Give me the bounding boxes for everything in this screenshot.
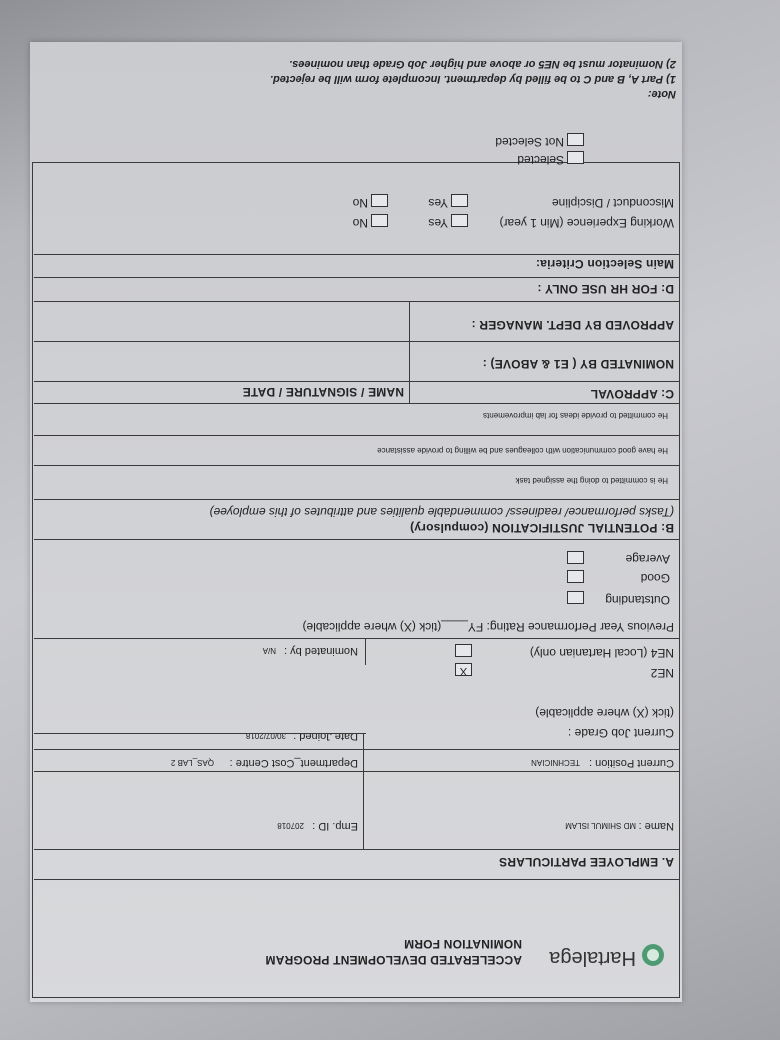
- misconduct-no-label: No: [352, 196, 368, 210]
- note-title: Note:: [647, 88, 676, 100]
- department-value: QAS_LAB 2: [170, 758, 214, 767]
- program-title: ACCELERATED DEVELOPMENT PROGRAM: [265, 953, 522, 967]
- grade-option-ne4: NE4 (Local Hartanian only): [529, 646, 674, 660]
- position-value: TECHNICIAN: [531, 758, 580, 767]
- position-label: Current Position :: [589, 757, 674, 769]
- nominated-by-value: N/A: [262, 646, 276, 655]
- department-label: Department_Cost Centre :: [229, 757, 358, 769]
- nominated-by-row: NOMINATED BY ( E1 & ABOVE) :: [482, 357, 674, 371]
- note-2: 2) Nominator must be NE5 or above and higher Job Grade than nominees.: [289, 58, 676, 70]
- experience-yes-label: Yes: [428, 216, 448, 230]
- criteria-misconduct: Misconduct / Discipline: [551, 196, 674, 210]
- emp-id-label: Emp. ID :: [312, 820, 358, 832]
- nominated-by-label: Nominated by :: [284, 645, 358, 657]
- criteria-working-experience: Working Experience (Min 1 year): [499, 216, 674, 230]
- note-1: 1) Part A, B and C to be filled by department. Incomplete form will be rejected.: [269, 73, 676, 85]
- name-value: MD SHIMUL ISLAM: [565, 821, 636, 830]
- misconduct-yes-label: Yes: [428, 196, 448, 210]
- experience-yes-checkbox[interactable]: [451, 214, 468, 227]
- experience-no-label: No: [352, 216, 368, 230]
- date-joined-value: 30/07/2018: [245, 731, 286, 740]
- section-d-title: D: FOR HR USE ONLY :: [537, 282, 674, 296]
- perf-option-good: Good: [640, 571, 670, 585]
- section-b-title: B: POTENTIAL JUSTIFICATION (compulsory): [409, 521, 674, 535]
- grade-ne2-mark: X: [459, 665, 468, 677]
- job-grade-label: Current Job Grade :: [567, 726, 674, 740]
- approved-by-row: APPROVED BY DEPT. MANAGER :: [471, 318, 674, 332]
- selected-checkbox[interactable]: [567, 151, 584, 164]
- emp-id-value: 207018: [277, 821, 304, 830]
- approval-column-header: NAME / SIGNATURE / DATE: [242, 385, 404, 399]
- justification-line-3: He committed to provide ideas for lab improvements: [483, 411, 668, 420]
- section-b-subtitle: (Tasks performance/ readiness/ commendable qualities and attributes of this employee): [209, 505, 674, 519]
- selected-label: Selected: [517, 153, 564, 167]
- date-joined-label: Date Joined :: [293, 730, 358, 742]
- form-title: NOMINATION FORM: [403, 937, 522, 951]
- section-c-title: C: APPROVAL: [590, 387, 674, 401]
- perf-option-outstanding: Outstanding: [605, 593, 670, 607]
- good-checkbox[interactable]: [567, 570, 584, 583]
- justification-line-2: He have good communication with colleagues and be willing to provide assistance: [377, 446, 668, 455]
- grade-option-ne2: NE2: [650, 666, 674, 680]
- perf-option-average: Average: [625, 552, 670, 566]
- not-selected-checkbox[interactable]: [567, 133, 584, 146]
- paper-sheet: [30, 42, 682, 1002]
- selection-criteria-title: Main Selection Criteria:: [535, 257, 674, 271]
- performance-rating-label: Previous Year Performance Rating: FY____(tick (X) where applicable): [302, 620, 674, 634]
- outstanding-checkbox[interactable]: [567, 591, 584, 604]
- job-grade-hint: (tick (X) where applicable): [535, 706, 674, 720]
- experience-no-checkbox[interactable]: [371, 214, 388, 227]
- name-label: Name :: [638, 820, 674, 832]
- hartalega-logo-icon: [642, 944, 664, 966]
- justification-line-1: He is committed to doing the assigned task: [515, 476, 668, 485]
- average-checkbox[interactable]: [567, 551, 584, 564]
- section-a-title: A. EMPLOYEE PARTICULARS: [498, 855, 674, 869]
- grade-ne4-checkbox[interactable]: [455, 644, 472, 657]
- misconduct-yes-checkbox[interactable]: [451, 194, 468, 207]
- misconduct-no-checkbox[interactable]: [371, 194, 388, 207]
- not-selected-label: Not Selected: [495, 135, 564, 149]
- brand-name: Hartalega: [549, 947, 636, 969]
